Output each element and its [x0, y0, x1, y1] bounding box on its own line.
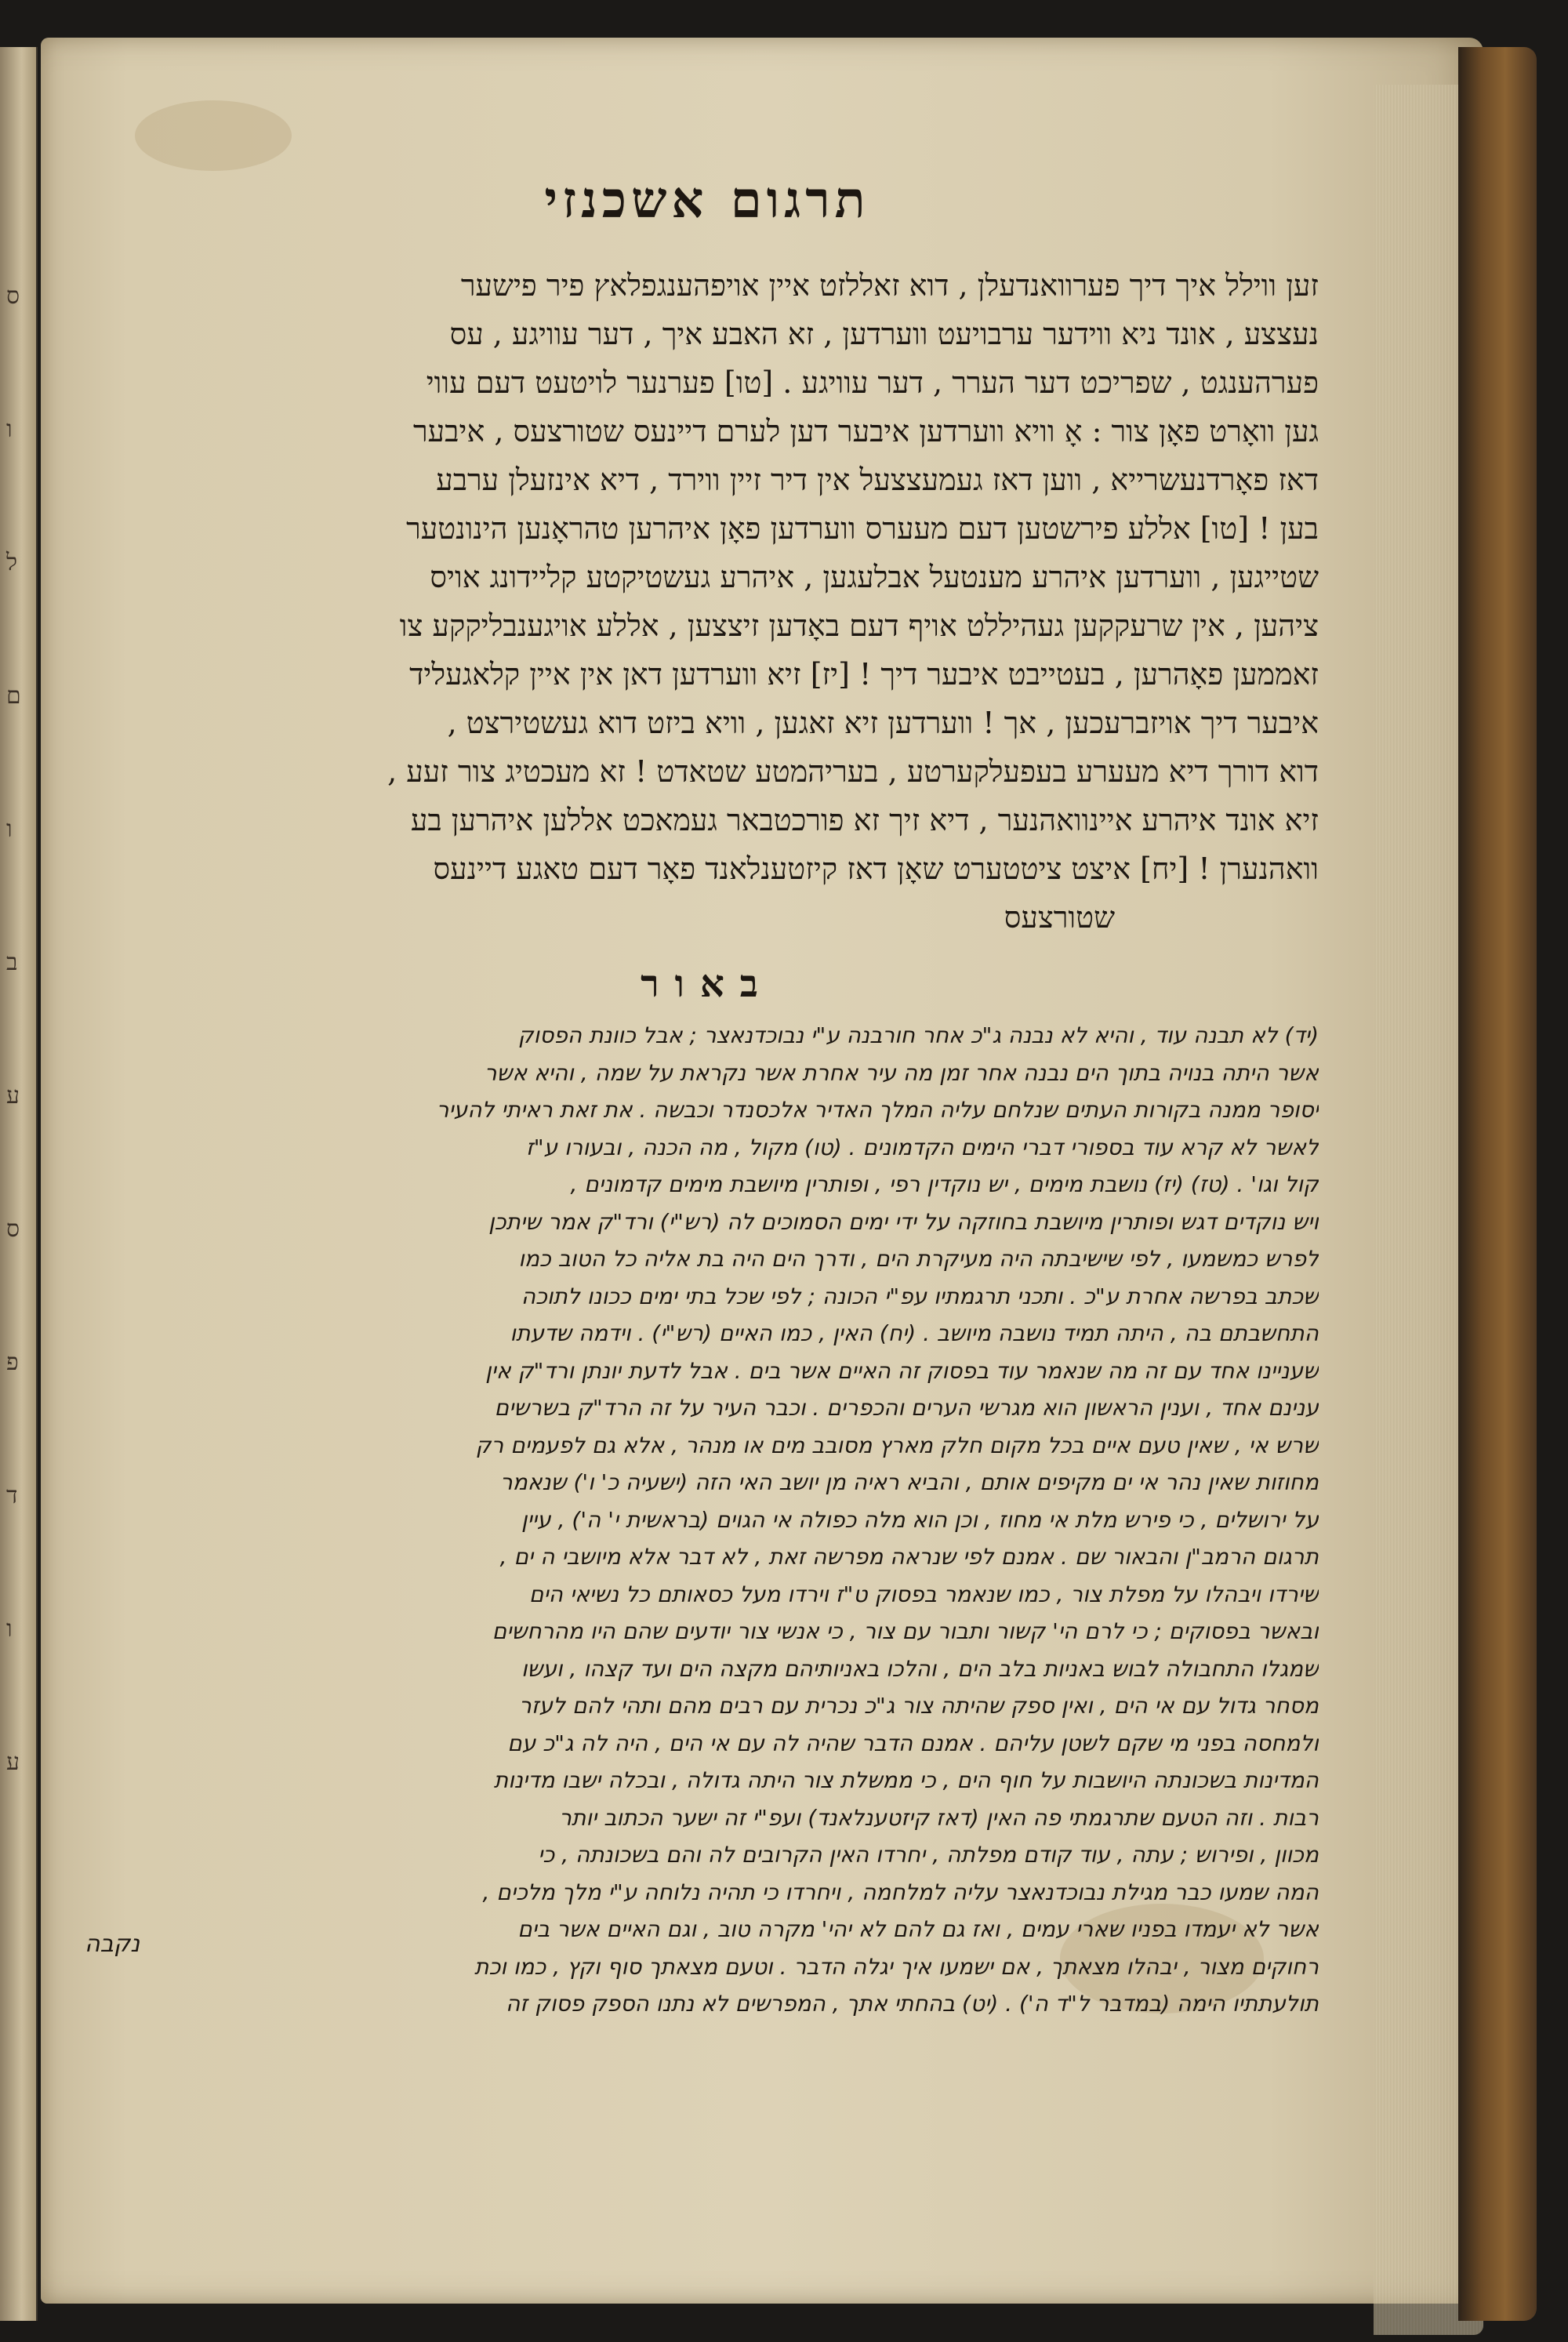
translation-line: גען וואָרט פאָן צור : אָ וויא ווערדען איבער דען לערם דיינעס שטורצעס , איבער: [413, 414, 1319, 448]
commentary-line: לפרש כמשמעו , לפי שישיבתה היה מעיקרת הים , ודרך הים היה בת אליה כל הטוב כמו: [518, 1246, 1319, 1272]
commentary-line: ובאשר בפסוקים ; כי לרם הי' קשור ותבור עם צור , כי אנשי צור יודעים שהם היו מהרחשים: [492, 1618, 1319, 1644]
commentary-line: שעניינו אחד עם זה מה שנאמר עוד בפסוק זה האיים אשר בים . אבל לדעת יונתן ורד"ק אין: [485, 1357, 1319, 1384]
translation-line: זען ווילל איך דיך פערוואנדעלן , דוא זאללזט איין אויפהענגפלאץ פיר פישער: [460, 268, 1319, 303]
commentary-line: קול וגו' . (טז) (יז) נושבת מימים , יש נוקדין רפי , ופותרין מיושבת מימים קדמונים ,: [570, 1171, 1319, 1197]
translation-line: שטורצעס: [1004, 900, 1115, 935]
commentary-line: המה שמעו כבר מגילת נבוכדנאצר עליה למלחמה , ויחרדו כי תהיה נלוחה ע"י מלך מלכים ,: [482, 1879, 1319, 1905]
adjacent-page-letter: ם: [6, 682, 21, 710]
commentary-line: אשר היתה בנויה בתוך הים נבנה אחר זמן מה עיר אחרת אשר נקראת על שמה , והיא אשר: [484, 1059, 1319, 1086]
commentary-line: מחוזות שאין נהר אי ים מקיפים אותם , והביא ראיה מן יושב האי הזה (ישעיה כ' ו') שנאמר: [500, 1469, 1319, 1495]
translation-line: וואהנערן ! [יח] איצט ציטטערט שאָן דאז קיזטענלאנד פאָר דעם טאגע דיינעס: [433, 851, 1319, 886]
commentary-line: התחשבתם בה , היתה תמיד נושבה מיושב . (יח) האין , כמו האיים (רש"י) . וידמה שדעתו: [510, 1320, 1319, 1346]
translation-text: [96, 261, 1319, 942]
adjacent-page-letter: ו: [6, 416, 13, 443]
translation-line: זיא אונד איהרע איינוואהנער , דיא זיך זא פורכטבאר געמאכט אללען איהרען בע: [410, 803, 1319, 837]
translation-line: זאממען פאָהרען , בעטייבט איבער דיך ! [יז] זיא ווערדען דאן אין איין קלאגעליד: [409, 657, 1319, 692]
adjacent-page-letter: ס: [6, 1215, 20, 1243]
translation-line: דאז פאָרדנעשרייא , ווען דאז געמעצצעל אין דיר זיין ווירד , דיא אינזעלן ערבע: [436, 463, 1319, 497]
commentary-line: תרגום הרמב"ן והבאור שם . אמנם לפי שנראה מפרשה זאת , לא דבר אלא מיושבי ה ים ,: [499, 1544, 1319, 1570]
commentary-heading: באור: [641, 962, 774, 1006]
commentary-line: שירדו ויבהלו על מפלת צור , כמו שנאמר בפסוק ט"ז וירדו מעל כסאותם כל נשיאי הים: [528, 1581, 1319, 1607]
main-text-block: [96, 171, 1319, 2023]
adjacent-page-letter: ד: [6, 1482, 18, 1509]
adjacent-page-letter: ע: [6, 1082, 20, 1109]
commentary-line: לאשר לא קרא עוד בספורי דברי הימים הקדמונים . (טו) מקול , מה הכנה , ובעורו ע"ז: [526, 1134, 1319, 1160]
commentary-line: יסופר ממנה בקורות העתים שנלחם עליה המלך האדיר אלכסנדר וכבשה . את זאת ראיתי להעיר: [436, 1097, 1319, 1123]
paper-stain: [135, 100, 292, 171]
adjacent-page-letter: ע: [6, 1748, 20, 1776]
commentary-line: מסחר גדול עם אי הים , ואין ספק שהיתה צור ג"כ נכרית עם רבים מהם ותהי להם לעזר: [519, 1693, 1319, 1719]
adjacent-page-letter: ו: [6, 815, 13, 843]
book-cover-edge: [1458, 47, 1537, 2321]
commentary-line: ענינם אחד , וענין הראשון הוא מגרשי הערים והכפרים . וכבר העיר על זה הרד"ק בשרשים: [494, 1395, 1319, 1421]
translation-line: דוא דורך דיא מעערע בעפעלקערטע , בעריהמטע שטאדט ! זא מעכטיג צור זעע ,: [387, 754, 1319, 789]
commentary-line: על ירושלים , כי פירש מלת אי מחוז , וכן הוא מלה כפולה אי הגוים (בראשית י' ה') , עיין: [521, 1506, 1319, 1533]
commentary-line: תולעתתיו הימה (במדבר ל"ד ה') . (יט) בהחתי אתך , המפרשים לא נתנו הספק פסוק זה: [506, 1991, 1319, 2017]
commentary-text: [96, 1017, 1319, 2023]
translation-line: פערהענגט , שפריכט דער הערר , דער עוויגע . [טו] פערנער לויטעט דעם עווי: [426, 365, 1319, 400]
commentary-line: המדינות בשכונתה היושבות על חוף הים , כי ממשלת צור היתה גדולה , ובכלה ישבו מדינות: [493, 1767, 1319, 1793]
commentary-line: רבות . וזה הטעם שתרגמתי פה האין (דאז קיזטענלאנד) ועפ"י זה ישער הכתוב יותר: [559, 1804, 1319, 1831]
adjacent-page-letter: ל: [6, 549, 18, 576]
translation-line: איבער דיך אויזברעכען , אך ! ווערדען זיא זאגען , וויא ביזט דוא געשטירצט ,: [447, 706, 1319, 740]
adjacent-page-letter: ב: [6, 949, 18, 976]
adjacent-page-letter: ס: [6, 282, 20, 310]
commentary-line: ויש נוקדים דגש ופותרין מיושבת בחוזקה על ידי ימים הסמוכים לה (רש"י) ורד"ק אמר שיתכן: [488, 1208, 1319, 1235]
translation-line: ציהען , אין שרעקקען געהיללט אויף דעם באָדען זיצצען , אללע אויגענבליקקע צו: [399, 608, 1319, 643]
adjacent-page-strip: [0, 47, 38, 2321]
commentary-line: אשר לא יעמדו בפניו שארי עמים , ואז גם להם לא יהי' מקרה טוב , וגם האיים אשר בים: [517, 1916, 1319, 1942]
page-title: תרגום אשכנזי: [544, 171, 870, 230]
adjacent-page-letter: ו: [6, 1615, 13, 1643]
translation-line: בען ! [טו] אללע פירשטען דעם מעערס ווערדען פאָן איהרען טהראָנען הינונטער: [406, 511, 1319, 546]
translation-line: שטייגען , ווערדען איהרע מענטעל אבלעגען , איהרע געשטיקטע קליידונג אויס: [430, 560, 1319, 594]
commentary-line: שכתב בפרשה אחרת ע"כ . ותכני תרגמתיו עפ"י הכונה ; לפי שכל בתי ימים ככונו לתוכה: [521, 1283, 1319, 1309]
commentary-line: (יד) לא תבנה עוד , והיא לא נבנה ג"כ אחר חורבנה ע"י נבוכדנאצר ; אבל כוונת הפסוק: [517, 1022, 1319, 1048]
commentary-line: ולמחסה בפני מי שקם לשטן עליהם . אמנם הדבר שהיה לה עם אי הים , היה לה ג"כ עם: [507, 1730, 1319, 1756]
catchword: נקבה: [85, 1930, 140, 1958]
translation-line: נעצצע , אונד ניא ווידער ערבויעט ווערדען , זא האבע איך , דער עוויגע , עס: [449, 317, 1319, 351]
adjacent-page-letter: פ: [6, 1349, 19, 1376]
commentary-line: רחוקים מצור , יבהלו מצאתך , אם ישמעו איך יגלה הדבר . וטעם מצאתך סוף וקץ , כמו וכת: [474, 1953, 1319, 1980]
commentary-line: שרש אי , שאין טעם איים בכל מקום חלק מארץ מסובב מים או מנהר , אלא גם לפעמים רק: [475, 1432, 1319, 1458]
book-page: [41, 38, 1483, 2304]
commentary-line: מכוון , ופירוש ; עתה , עוד קודם מפלתה , יחרדו האין הקרובים לה והם בשכונתה , כי: [538, 1842, 1319, 1868]
commentary-line: שמגלו התחבולה לבוש באניות בלב הים , והלכו באניותיהם מקצה הים ועד קצהו , ועשו: [521, 1655, 1319, 1682]
